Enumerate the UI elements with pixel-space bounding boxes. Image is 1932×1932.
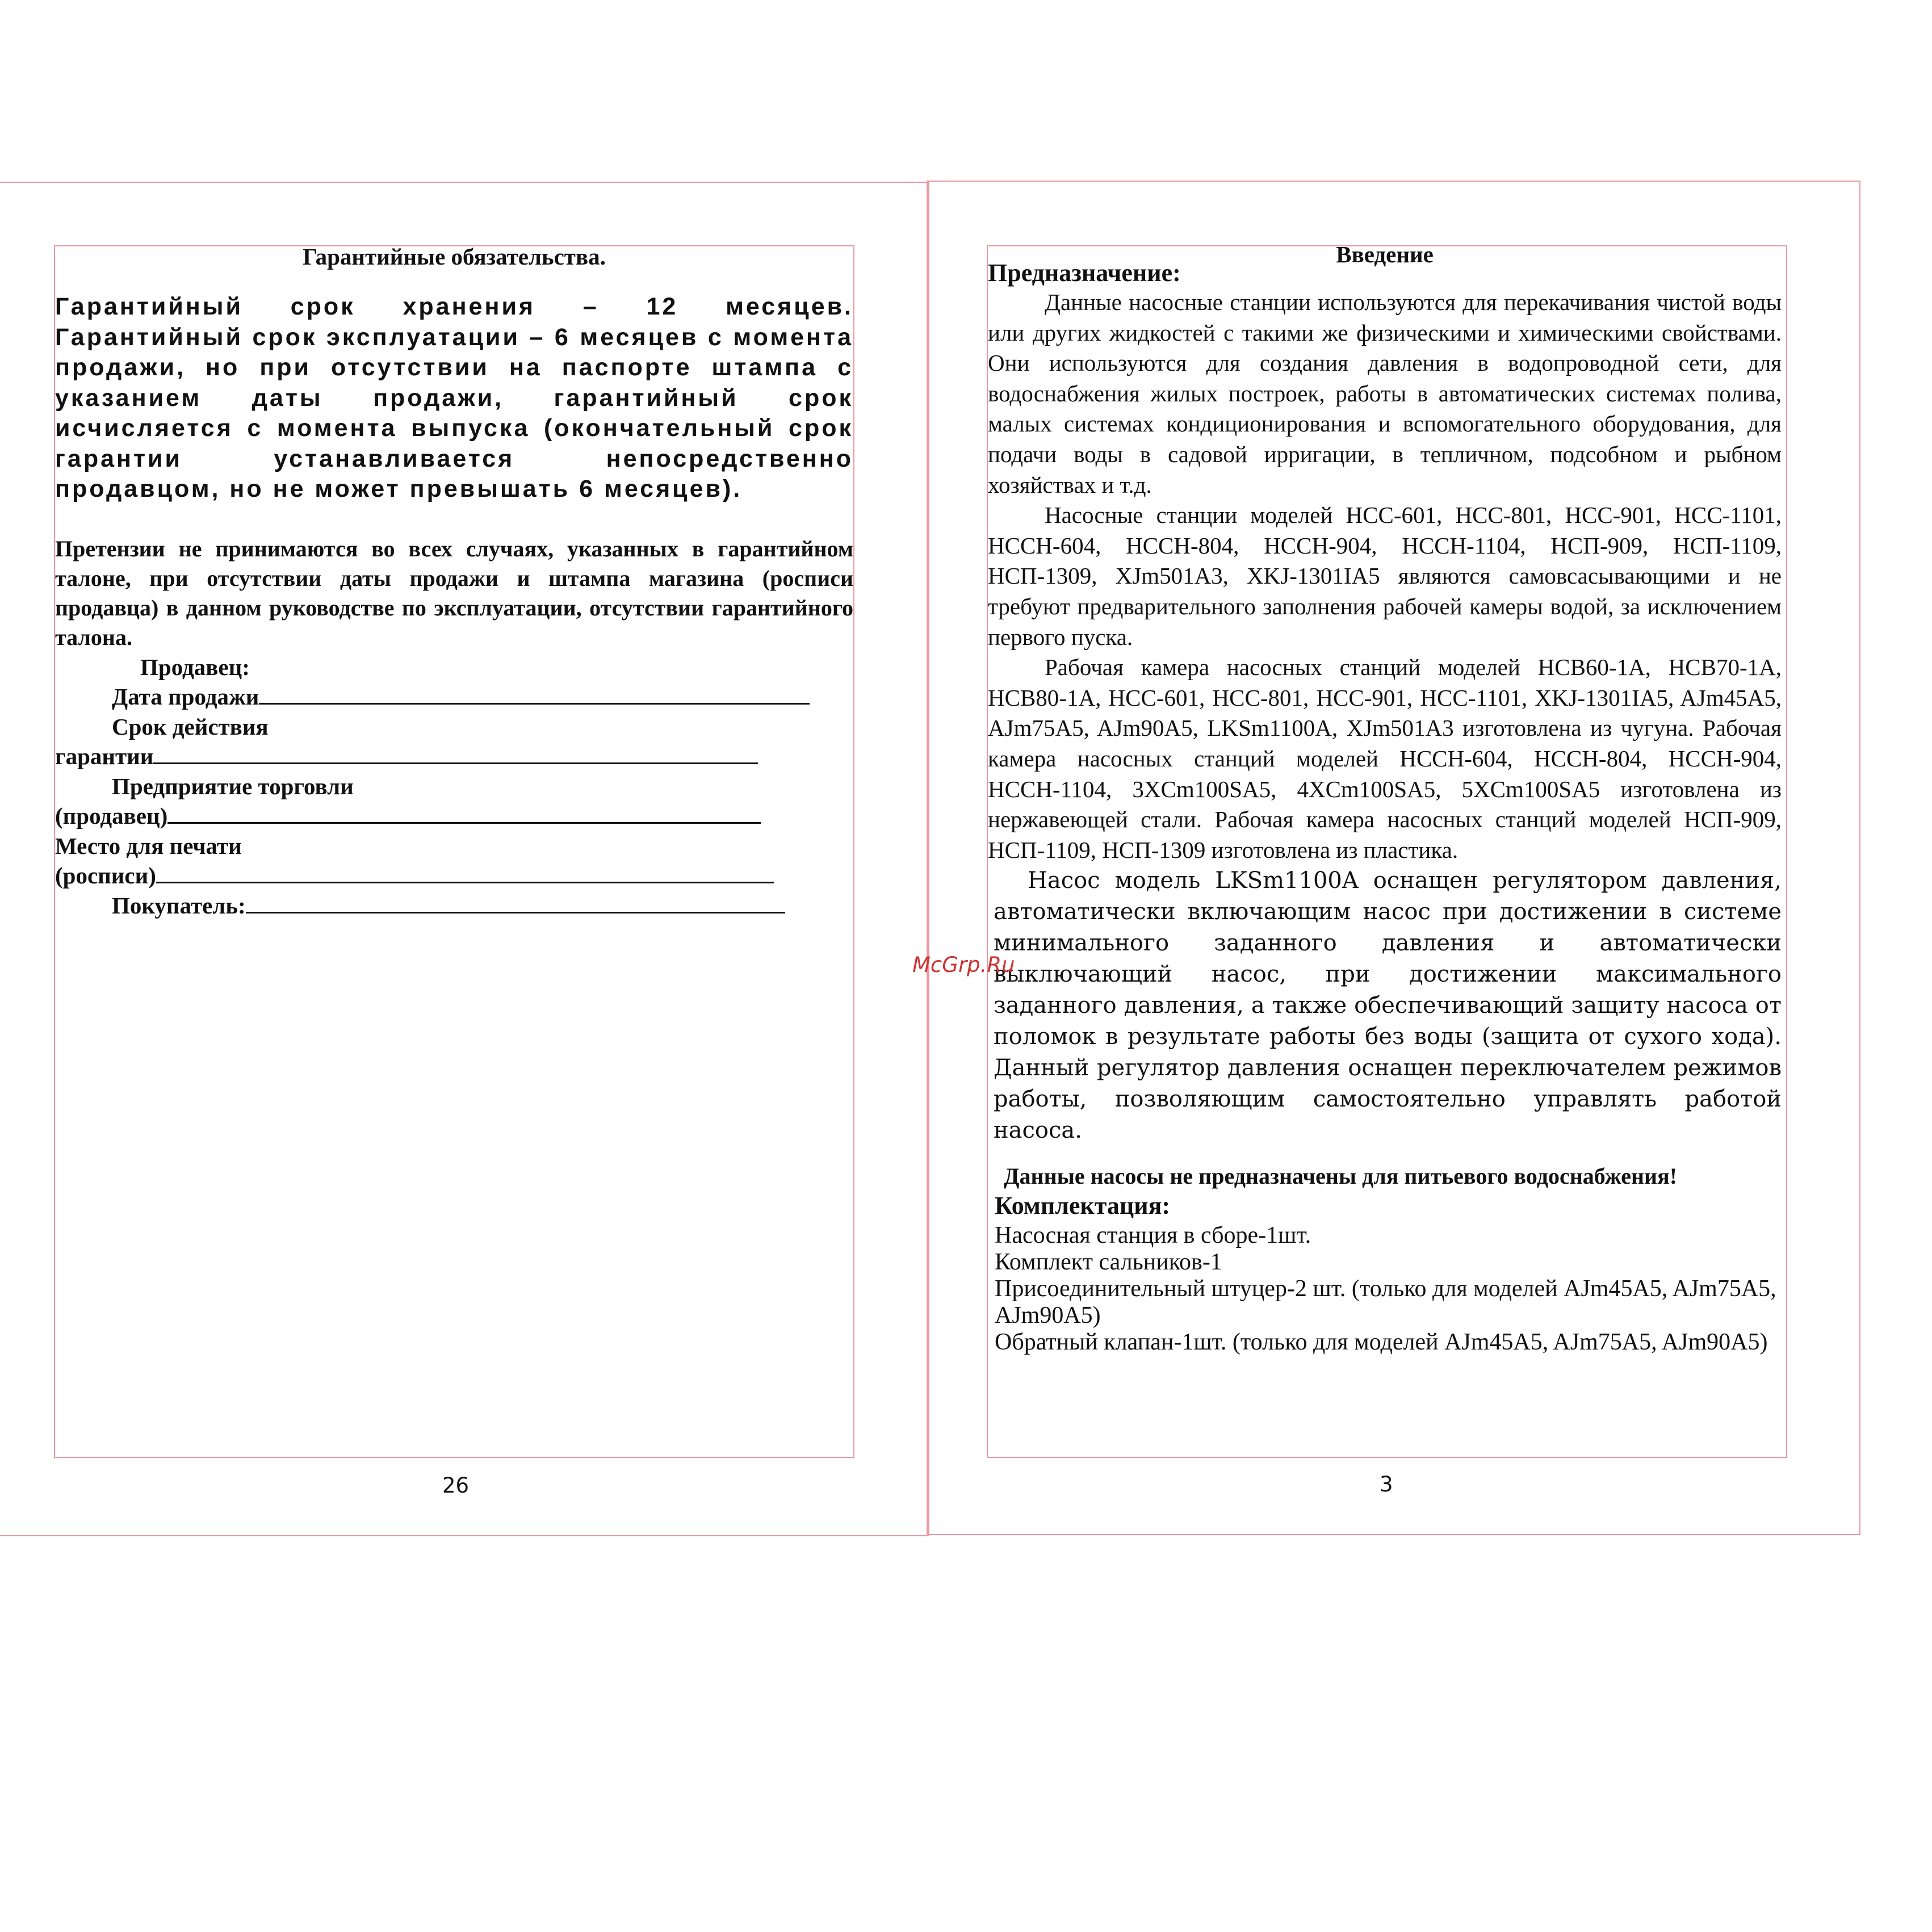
list-item: Комплект сальников-1 — [995, 1249, 1222, 1276]
warranty-form — [55, 652, 853, 921]
stamp-place-label: Место для печати — [55, 832, 242, 859]
sale-date-field[interactable] — [259, 682, 810, 705]
left-page-content — [55, 241, 853, 920]
list-item: Обратный клапан-1шт. (только для моделей AJm45A5, AJm75A5, AJm90A5) — [995, 1329, 1768, 1356]
right-page-number: 3 — [1380, 1472, 1393, 1497]
left-page-number: 26 — [442, 1473, 470, 1498]
pressure-regulator-paragraph: Насос модель LKSm1100A оснащен регулятором давления, автоматически включающим насос при достижении в системе минимального заданного давления и автоматически выключающий насос, при достижении максимального заданного давления, а также обеспечивающий защиту насоса от поломок в результате работы без воды (защита от сухого хода). Данный регулятор давления оснащен переключателем режимов работы, позволяющим самостоятельно управлять работой насоса. — [994, 867, 1782, 1144]
kit-heading: Комплектация: — [995, 1192, 1171, 1220]
list-item: Насосная станция в сборе-1шт. — [995, 1222, 1311, 1249]
chamber-material-paragraph: Рабочая камера насосных станций моделей НСВ60-1А, НСВ70-1А, НСВ80-1А, НСС-601, НСС-801, НСС-901, НСС-1101, XKJ-1301IA5, AJm45A5, AJm75A5, AJm90A5, LKSm1100A, XJm501A3 изготовлена из чугуна. Рабочая камера насосных станций моделей НССН-604, НССН-804, НССН-904, НССН-1104, 3XCm100SA5, 4XCm100SA5, 5XCm100SA5 изготовлена из нержавеющей стали. Рабочая камера насосных станций моделей НСП-909, НСП-1109, НСП-1309 изготовлена из пластика. — [988, 654, 1782, 863]
buyer-row — [55, 891, 853, 921]
intro-title: Введение — [1336, 241, 1434, 267]
trade-company-label: Предприятие торговли — [112, 773, 354, 799]
sale-date-label: Дата продажи — [112, 684, 259, 710]
kit-list — [995, 1222, 1782, 1356]
warranty-terms: Гарантийный срок хранения – 12 месяцев. Гарантийный срок эксплуатации – 6 месяцев с момента продажи, но при отсутствии на паспорте штампа с указанием даты продажи, гарантийный срок исчисляется с момента выпуска (окончательный срок гарантии устанавливается непосредственно продавцом, но не может превышать 6 месяцев). — [55, 293, 853, 502]
purpose-heading: Предназначение: — [988, 259, 1181, 287]
warranty-term-label-2: гарантии — [55, 743, 154, 769]
warranty-term-label: Срок действия — [112, 713, 269, 740]
buyer-field[interactable] — [246, 891, 785, 913]
sale-date-row — [55, 682, 853, 712]
page-spine — [927, 181, 928, 1535]
trade-company-row — [55, 801, 853, 831]
warranty-title: Гарантийные обязательства. — [303, 244, 606, 270]
seller-label: Продавец: — [140, 653, 250, 680]
stamp-place-field[interactable] — [156, 861, 774, 883]
stamp-place-label-2: (росписи) — [55, 862, 156, 889]
list-item: Присоединительный штуцер-2 шт. (только для моделей AJm45A5, AJm75A5, AJm90A5) — [995, 1276, 1776, 1329]
watermark-logo: McGrp.Ru — [912, 953, 1015, 977]
right-page-content — [988, 238, 1782, 1356]
warranty-term-row — [55, 741, 853, 772]
self-priming-paragraph: Насосные станции моделей НСС-601, НСС-801, НСС-901, НСС-1101, НССН-604, НССН-804, НССН-904, НССН-1104, НСП-909, НСП-1109, НСП-1309, XJm501A3, XKJ-1301IA5 являются самовсасывающими и не требуют предварительного заполнения рабочей камеры водой, за исключением первого пуска. — [988, 502, 1782, 650]
warranty-term-field[interactable] — [153, 742, 758, 764]
buyer-label: Покупатель: — [112, 892, 246, 919]
drinking-water-warning: Данные насосы не предназначены для питьевого водоснабжения! — [1004, 1163, 1678, 1189]
stamp-place-row — [55, 861, 853, 891]
trade-company-field[interactable] — [167, 802, 761, 824]
trade-company-label-2: (продавец) — [55, 803, 168, 829]
claims-paragraph: Претензии не принимаются во всех случаях, указанных в гарантийном талоне, при отсутствии даты продажи и штампа магазина (росписи продавца) в данном руководстве по эксплуатации, отсутствии гарантийного талона. — [55, 535, 853, 650]
purpose-paragraph: Данные насосные станции используются для перекачивания чистой воды или других жидкостей с такими же физическими и химическими свойствами. Они используются для создания давления в водопроводной сети, для водоснабжения жилых построек, работы в автоматических системах полива, малых системах кондиционирования и вспомогательного оборудования, для подачи воды в садовой ирригации, в тепличном, подсобном и рыбном хозяйствах и т.д. — [988, 289, 1782, 498]
